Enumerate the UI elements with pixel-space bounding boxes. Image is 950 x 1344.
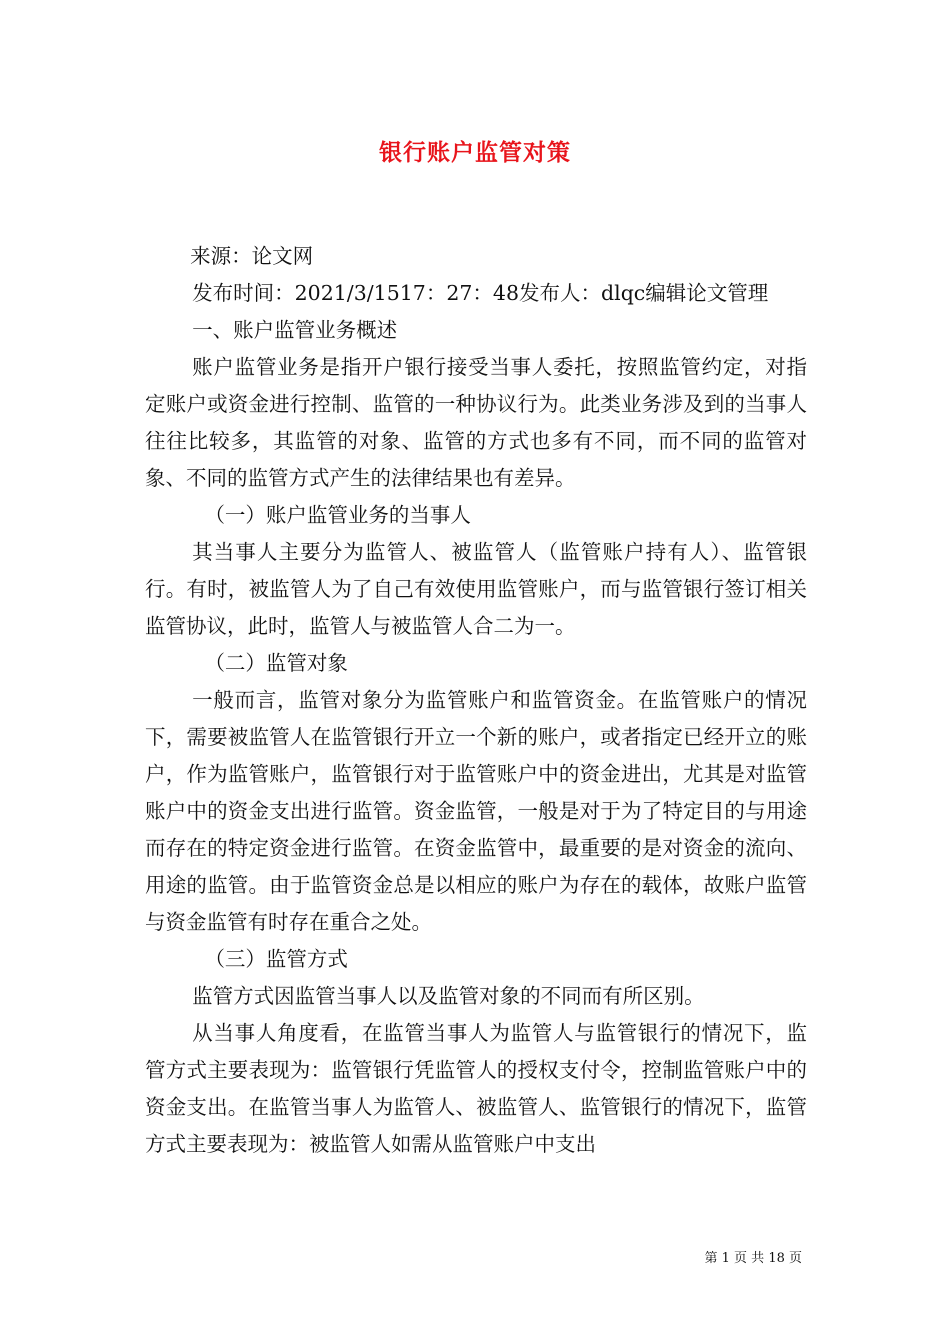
subheading-objects: （二）监管对象	[204, 651, 348, 675]
paragraph-methods-intro: 监管方式因监管当事人以及监管对象的不同而有所区别。	[192, 984, 705, 1008]
document-title: 银行账户监管对策	[379, 139, 571, 166]
subheading-parties: （一）账户监管业务的当事人	[204, 503, 471, 527]
document-body	[145, 238, 807, 1163]
page-number-footer: 第 1 页 共 18 页	[704, 1251, 802, 1266]
paragraph-parties: 其当事人主要分为监管人、被监管人（监管账户持有人）、监管银行。有时，被监管人为了自己有效使用监管账户，而与监管银行签订相关监管协议，此时，监管人与被监管人合二为一。	[145, 540, 807, 638]
paragraph-methods-detail: 从当事人角度看，在监管当事人为监管人与监管银行的情况下，监管方式主要表现为：监管银行凭监管人的授权支付令，控制监管账户中的资金支出。在监管当事人为监管人、被监管人、监管银行的情况下，监管方式主要表现为：被监管人如需从监管账户中支出	[145, 1021, 807, 1156]
paragraph-objects: 一般而言，监管对象分为监管账户和监管资金。在监管账户的情况下，需要被监管人在监管银行开立一个新的账户，或者指定已经开立的账户，作为监管账户，监管银行对于监管账户中的资金进出，尤其是对监管账户中的资金支出进行监管。资金监管，一般是对于为了特定目的与用途而存在的特定资金进行监管。在资金监管中，最重要的是对资金的流向、用途的监管。由于监管资金总是以相应的账户为存在的载体，故账户监管与资金监管有时存在重合之处。	[145, 688, 807, 934]
paragraph-overview: 账户监管业务是指开户银行接受当事人委托，按照监管约定，对指定账户或资金进行控制、监管的一种协议行为。此类业务涉及到的当事人往往比较多，其监管的对象、监管的方式也多有不同，而不同的监管对象、不同的监管方式产生的法律结果也有差异。	[145, 355, 807, 490]
section-heading-overview: 一、账户监管业务概述	[192, 318, 398, 342]
subheading-methods: （三）监管方式	[204, 947, 348, 971]
paragraph-source: 来源：论文网	[190, 244, 314, 268]
paragraph-publish-info: 发布时间：2021/3/1517：27：48发布人：dlqc编辑论文管理	[192, 281, 769, 305]
